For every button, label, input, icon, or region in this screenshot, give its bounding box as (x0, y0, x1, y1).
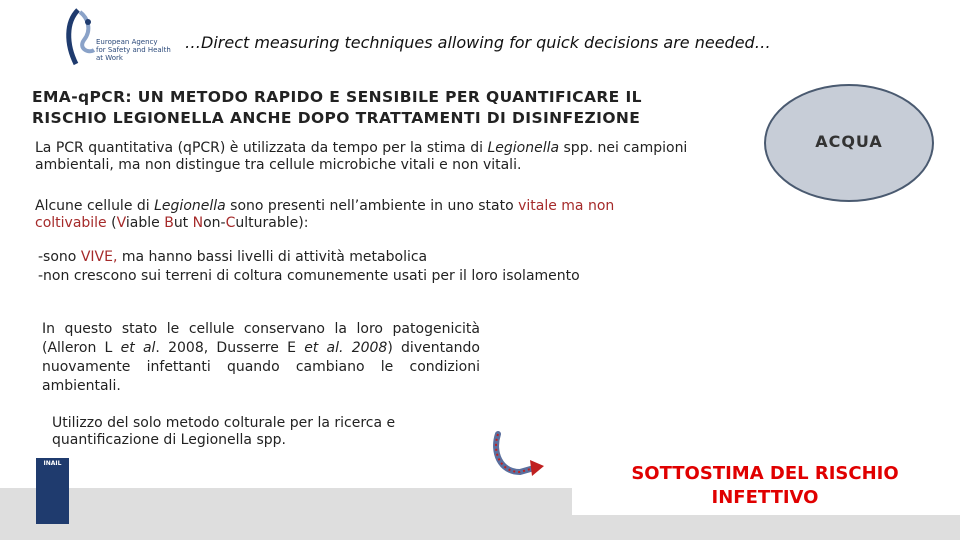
text-span-red: C (225, 215, 236, 231)
text-span: In questo stato le cellule conservano la loro patogenicità (Alleron L (42, 321, 480, 356)
result-text (600, 462, 930, 510)
text-span: ( (106, 215, 117, 231)
logo-text (96, 38, 171, 62)
inail-logo (36, 458, 69, 524)
text-span: ulturable (235, 215, 299, 231)
text-span-italic: et al (120, 340, 156, 356)
result-line: SOTTOSTIMA DEL RISCHIO (631, 463, 899, 484)
text-span-red: VIVE, (80, 249, 118, 265)
text-span: spp. nei campioni ambientali, ma non distingue tra cellule microbiche vitali e non vitali. (35, 140, 688, 173)
text-span: q (183, 140, 192, 156)
bullet-line: -non crescono sui terreni di coltura comunemente usati per il loro isolamento (38, 268, 580, 284)
paragraph-vbnc (35, 198, 675, 232)
text-span: iable (125, 215, 165, 231)
text-span: ut (173, 215, 193, 231)
text-span-italic: et al. (304, 340, 344, 356)
slide-subtitle: …Direct measuring techniques allowing for quick decisions are needed… (185, 33, 771, 52)
text-span: . 2008, Dusserre E (155, 340, 305, 356)
text-span: ma hanno bassi livelli di attività metabolica (117, 249, 428, 265)
result-line: INFETTIVO (711, 487, 819, 508)
text-span: on- (203, 215, 226, 231)
logo-line: for Safety and Health (96, 46, 171, 54)
curved-arrow-icon (490, 430, 550, 480)
paragraph-characteristics (38, 248, 663, 286)
text-span: ) è utilizzata da tempo per la stima di (219, 140, 488, 156)
text-span: La PCR quantitativa ( (35, 140, 184, 156)
paragraph-pcr (35, 140, 745, 174)
text-span-red: B (164, 215, 174, 231)
text-span (343, 340, 351, 356)
text-span: -sono (38, 249, 81, 265)
text-span: Alcune cellule di (35, 198, 155, 214)
paragraph-culture-method: Utilizzo del solo metodo colturale per la ricerca e quantificazione di Legionella spp. (52, 415, 396, 448)
text-span-red: vitale ma non coltivabile (35, 198, 615, 231)
bullet-line (38, 248, 663, 267)
text-span-red: V (116, 215, 126, 231)
acqua-label: ACQUA (815, 132, 883, 151)
inail-logo-text: INAIL (43, 460, 62, 467)
text-span-italic: Legionella (487, 140, 560, 156)
logo-line: European Agency (96, 38, 158, 46)
text-span-italic: 2008 (351, 340, 388, 356)
text-span-italic: Legionella (154, 198, 226, 214)
heading-line: EMA-qPCR: UN METODO RAPIDO E SENSIBILE PER QUANTIFICARE IL (32, 88, 642, 106)
paragraph-pathogenicity (42, 320, 480, 396)
text-span: ) diventando nuovamente infettanti quando cambiano le condizioni ambientali. (42, 340, 480, 394)
text-span-red: N (192, 215, 204, 231)
text-span: sono presenti nell’ambiente in uno stato (225, 198, 519, 214)
logo-line: at Work (96, 54, 123, 62)
heading-line: RISCHIO LEGIONELLA ANCHE DOPO TRATTAMENTI DI DISINFEZIONE (32, 109, 641, 127)
slide-heading (32, 87, 642, 129)
text-span: PCR (191, 140, 220, 156)
text-span: ): (298, 215, 309, 231)
